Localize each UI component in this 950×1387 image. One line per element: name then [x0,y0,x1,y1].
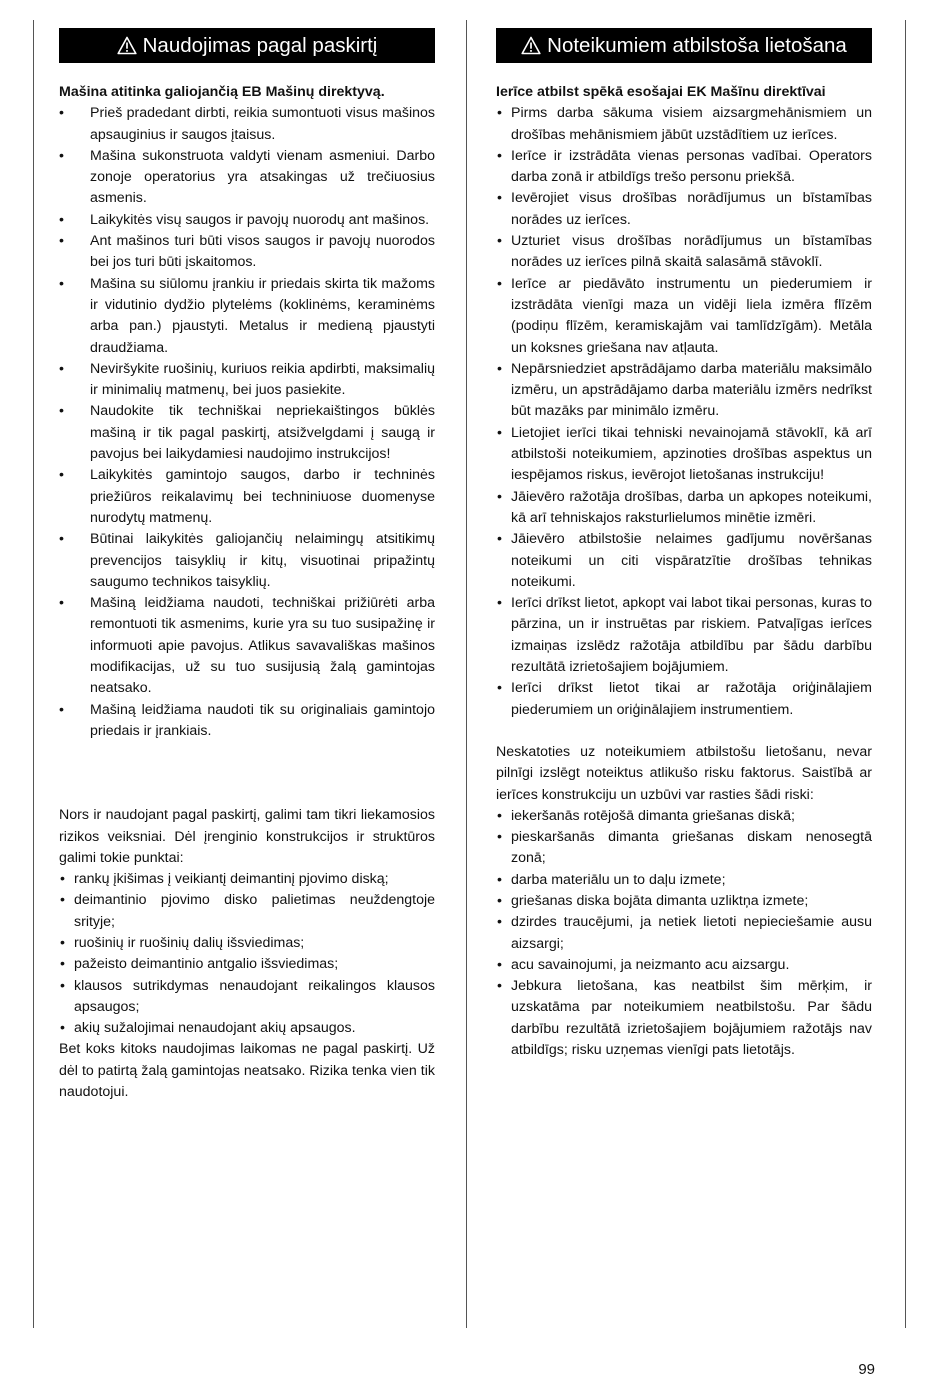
lithuanian-column [59,28,435,1103]
residual-risk-intro: Nors ir naudojant pagal paskirtį, galimi tam tikri liekamosios rizikos veiksniai. Dėl įrenginio konstrukcijos ir struktūros galimi tokie punktai: [59,807,435,866]
list-item: • Neviršykite ruošinių, kuriuos reikia apdirbti, maksimalių ir minimalių matmenų, bei juos pasiekite. [59,359,435,402]
list-item: • Pirms darba sākuma visiem aizsargmehānismiem un drošības mehānismiem jābūt uzstādītiem uz ierīces. [496,103,872,146]
section-title: Noteikumiem atbilstoša lietošana [547,33,847,57]
directive-statement: Mašina atitinka galiojančią EB Mašinų direktyvą. [59,84,385,100]
directive-statement: Ierīce atbilst spēkā esošajai EK Mašīnu direktīvai [496,84,826,100]
list-item: • deimantinio pjovimo disko palietimas neuždengtoje srityje; [59,890,435,933]
list-item: • Ievērojiet visus drošības norādījumus un bīstamības norādes uz ierīces. [496,188,872,231]
warning-triangle-icon [117,36,137,55]
list-item: • Ierīci drīkst lietot tikai ar ražotāja oriģinālajiem piederumiem un oriģinālajiem instrumentiem. [496,678,872,721]
list-item: • Laikykitės gamintojo saugos, darbo ir techninės priežiūros reikalavimų bei techniniuose duomenyse nurodytų matmenų. [59,465,435,529]
list-item: • Ierīci drīkst lietot, apkopt vai labot tikai personas, kuras to pārzina, un ir instruētas par riskiem. Patvaļīgas ierīces izmaiņas izslēdz ražotāja atbildību par šādu darbību rezultātā izrietošajiem bojājumiem. [496,593,872,678]
list-item: • Naudokite tik techniškai nepriekaištingos būklės mašiną ir tik pagal paskirtį, atsižvelgdami į saugą ir pavojus bei laikydamiesi naudojimo instrukcijos! [59,401,435,465]
list-item: • akių sužalojimai nenaudojant akių apsaugos. [59,1018,435,1039]
warning-triangle-icon [521,36,541,55]
latvian-column [496,28,872,1061]
residual-risk-intro: Neskatoties uz noteikumiem atbilstošu lietošanu, nevar pilnīgi izslēgt noteiktus atlikušo risku faktorus. Saistībā ar ierīces konstrukciju un uzbūvi var rasties šādi riski: [496,743,872,803]
list-item: • klausos sutrikdymas nenaudojant reikalingos klausos apsaugos; [59,976,435,1019]
list-item: • Mašina sukonstruota valdyti vienam asmeniui. Darbo zonoje operatorius yra atsakingas už trečiuosius asmenis. [59,146,435,210]
list-item: • acu savainojumi, ja neizmanto acu aizsargu. [496,955,872,976]
list-item: • Laikykitės visų saugos ir pavojų nuorodų ant mašinos. [59,210,435,231]
list-item: • ruošinių ir ruošinių dalių išsviedimas; [59,933,435,954]
list-item: • Mašina su siūlomu įrankiu ir priedais skirta tik mažoms ir vidutinio dydžio plytelėms (koklinėms, keraminėms arba pan.) pjaustyti. Metalus ir medieną pjaustyti draudžiama. [59,274,435,359]
residual-risk-list [496,806,872,1062]
list-item: • Ierīce ar piedāvāto instrumentu un piederumiem ir izstrādāta vienīgi maza un vidēji liela izmēra flīzēm (podiņu flīzēm, keramiskajām vai tamlīdzīgām). Metāla un koksnes griešana nav atļauta. [496,274,872,359]
list-item: • rankų įkišimas į veikiantį deimantinį pjovimo diską; [59,869,435,890]
list-item: • Ierīce ir izstrādāta vienas personas vadībai. Operators darba zonā ir atbildīgs trešo personu priekšā. [496,146,872,189]
section-title-banner [496,28,872,63]
list-item: • Lietojiet ierīci tikai tehniski nevainojamā stāvoklī, kā arī atbilstoši noteikumiem, apzinoties drošības aspektus un iespējamos riskus, ievērojot lietošanas instrukciju! [496,423,872,487]
column-divider-rule [466,20,467,1328]
list-item: • Mašiną leidžiama naudoti tik su originaliais gamintojo priedais ir įrankiais. [59,700,435,743]
list-item: • Jebkura lietošana, kas neatbilst šim mērķim, ir uzskatāma par noteikumiem neatbilstošu. Par šādu darbību rezultātā izrietošajiem bojājumiem ražotājs nav atbildīgs; risku uzņemas vienīgi pats lietotājs. [496,976,872,1061]
list-item: • darba materiālu un to daļu izmete; [496,870,872,891]
list-item: • Jāievēro ražotāja drošības, darba un apkopes noteikumi, kā arī tehniskajos raksturlielumos minētie izmēri. [496,487,872,530]
closing-statement: Bet koks kitoks naudojimas laikomas ne pagal paskirtį. Už dėl to patirtą žalą gamintojas neatsako. Rizika tenka vien tik naudotojui. [59,1041,435,1101]
page-number: 99 [858,1361,875,1378]
list-item: • Prieš pradedant dirbti, reikia sumontuoti visus mašinos apsauginius ir saugos įtaisus. [59,103,435,146]
left-margin-rule [33,20,34,1328]
list-item: • iekeršanās rotējošā dimanta griešanas diskā; [496,806,872,827]
list-item: • Ant mašinos turi būti visos saugos ir pavojų nuorodos bei jos turi būti įskaitomos. [59,231,435,274]
usage-rules-list [59,103,435,742]
usage-rules-list [496,103,872,721]
list-item: • pieskaršanās dimanta griešanas diskam nenosegtā zonā; [496,827,872,870]
residual-risk-list [59,869,435,1039]
list-item: • Būtinai laikykitės galiojančių nelaimingų atsitikimų prevencijos taisyklių ir kitų, visuotinai pripažintų saugumo technikos taisyklių. [59,529,435,593]
list-item: • griešanas diska bojāta dimanta uzliktņa izmete; [496,891,872,912]
section-title: Naudojimas pagal paskirtį [142,33,378,57]
list-item: • Nepārsniedziet apstrādājamo darba materiālu maksimālo izmēru, un apstrādājamo darba materiālu izmērs nedrīkst būt mazāks par minimālo izmēru. [496,359,872,423]
list-item: • Uzturiet visus drošības norādījumus un bīstamības norādes uz ierīces pilnā skaitā salasāmā stāvoklī. [496,231,872,274]
list-item: • Mašiną leidžiama naudoti, techniškai prižiūrėti arba remontuoti tik asmenims, kurie yra su tuo susipažinę ir informuoti apie pavojus. Atlikus savavališkas mašinos modifikacijas, už su tuo susijusią žalą gamintojas neatsako. [59,593,435,699]
list-item: • dzirdes traucējumi, ja netiek lietoti nepieciešamie ausu aizsargi; [496,912,872,955]
section-title-banner [59,28,435,63]
list-item: • Jāievēro atbilstošie nelaimes gadījumu novēršanas noteikumi un citi vispāratzītie drošības tehnikas noteikumi. [496,529,872,593]
right-margin-rule [905,20,906,1328]
list-item: • pažeisto deimantinio antgalio išsviedimas; [59,954,435,975]
